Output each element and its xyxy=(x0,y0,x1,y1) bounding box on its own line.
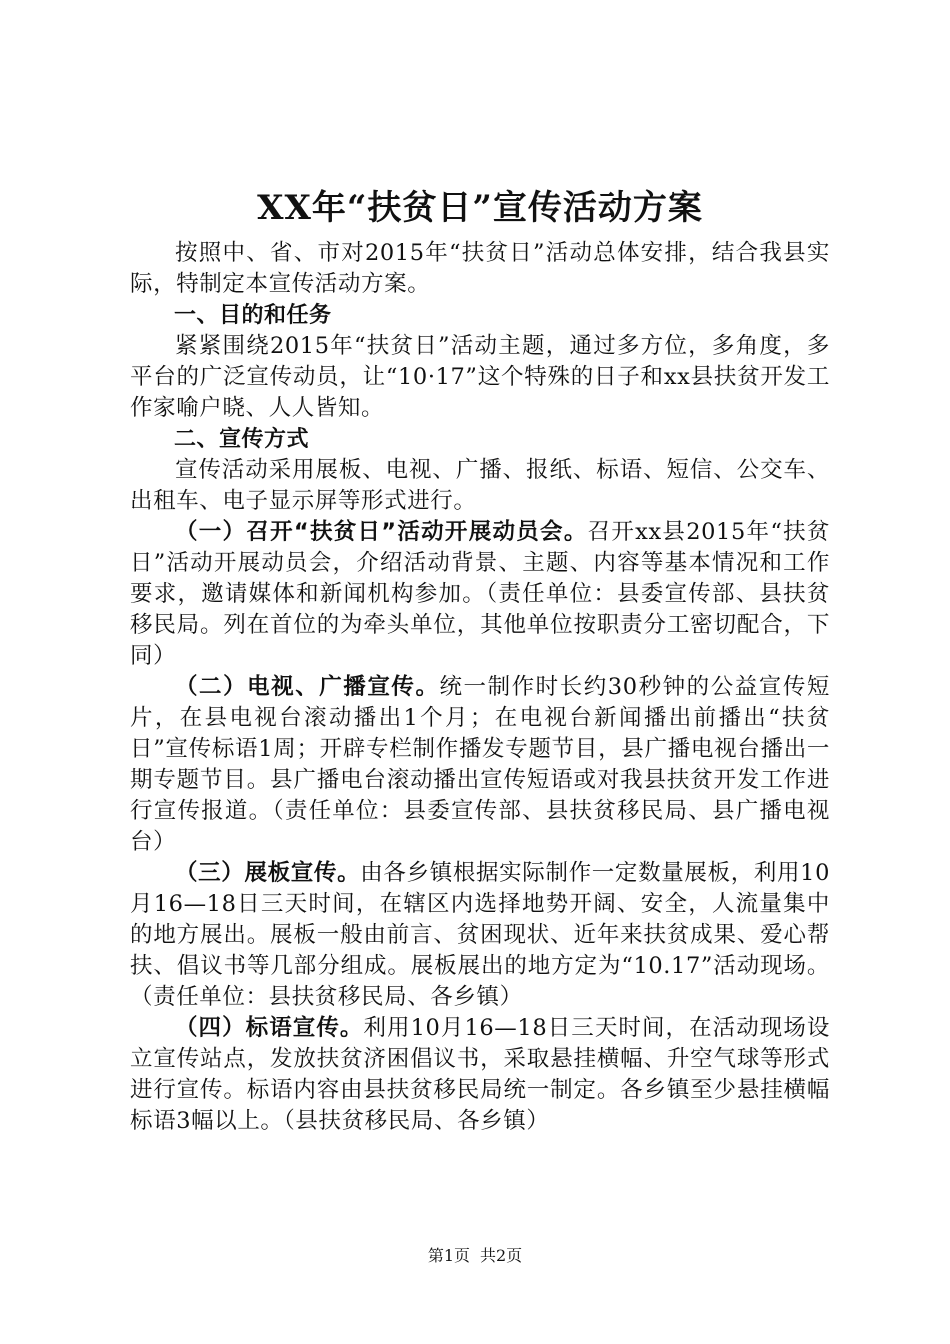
page-footer xyxy=(0,1244,950,1268)
item-mobilization-meeting xyxy=(130,517,830,672)
item-text: 由各乡镇根据实际制作一定数量展板，利用10月16—18日三天时间，在辖区内选择地势开阔、安全，人流量集中的地方展出。展板一般由前言、贫困现状、近年来扶贫成果、爱心帮扶、倡议书等几部分组成。展板展出的地方定为“10.17”活动现场。（责任单位：县扶贫移民局、各乡镇） xyxy=(130,860,830,1010)
item-tv-radio xyxy=(130,672,830,858)
section-purpose-text: 紧紧围绕2015年“扶贫日”活动主题，通过多方位，多角度，多平台的广泛宣传动员，让“10·17”这个特殊的日子和xx县扶贫开发工作家喻户晓、人人皆知。 xyxy=(130,333,830,421)
item-slogans xyxy=(130,1013,830,1137)
item-lead: （四）标语宣传。 xyxy=(175,1015,364,1041)
page-number-total: 共2页 xyxy=(480,1246,523,1265)
item-text: 召开xx县2015年“扶贫日”活动开展动员会，介绍活动背景、主题、内容等基本情况和工作要求，邀请媒体和新闻机构参加。（责任单位：县委宣传部、县扶贫移民局。列在首位的为牵头单位，其他单位按职责分工密切配合，下同） xyxy=(130,519,830,669)
section-methods-text: 宣传活动采用展板、电视、广播、报纸、标语、短信、公交车、出租车、电子显示屏等形式进行。 xyxy=(130,457,830,514)
section-heading-purpose: 一、目的和任务 xyxy=(174,303,332,328)
item-display-boards xyxy=(130,858,830,1013)
item-lead: （二）电视、广播宣传。 xyxy=(175,674,440,700)
page-number-current: 第1页 xyxy=(427,1246,470,1265)
document-title: XX年“扶贫日”宣传活动方案 xyxy=(257,188,703,228)
item-text: 利用10月16—18日三天时间，在活动现场设立宣传站点，发放扶贫济困倡议书，采取悬挂横幅、升空气球等形式进行宣传。标语内容由县扶贫移民局统一制定。各乡镇至少悬挂横幅标语3幅以上。（县扶贫移民局、各乡镇） xyxy=(130,1015,830,1134)
document-body xyxy=(130,238,830,1137)
section-heading-methods: 二、宣传方式 xyxy=(174,427,310,452)
item-text: 统一制作时长约30秒钟的公益宣传短片，在县电视台滚动播出1个月；在电视台新闻播出前播出“扶贫日”宣传标语1周；开辟专栏制作播发专题节目，县广播电视台播出一期专题节目。县广播电台滚动播出宣传短语或对我县扶贫开发工作进行宣传报道。（责任单位：县委宣传部、县扶贫移民局、县广播电视台） xyxy=(130,674,830,855)
item-lead: （一）召开“扶贫日”活动开展动员会。 xyxy=(175,519,588,545)
item-lead: （三）展板宣传。 xyxy=(175,860,361,886)
intro-paragraph: 按照中、省、市对2015年“扶贫日”活动总体安排，结合我县实际，特制定本宣传活动方案。 xyxy=(130,240,830,297)
